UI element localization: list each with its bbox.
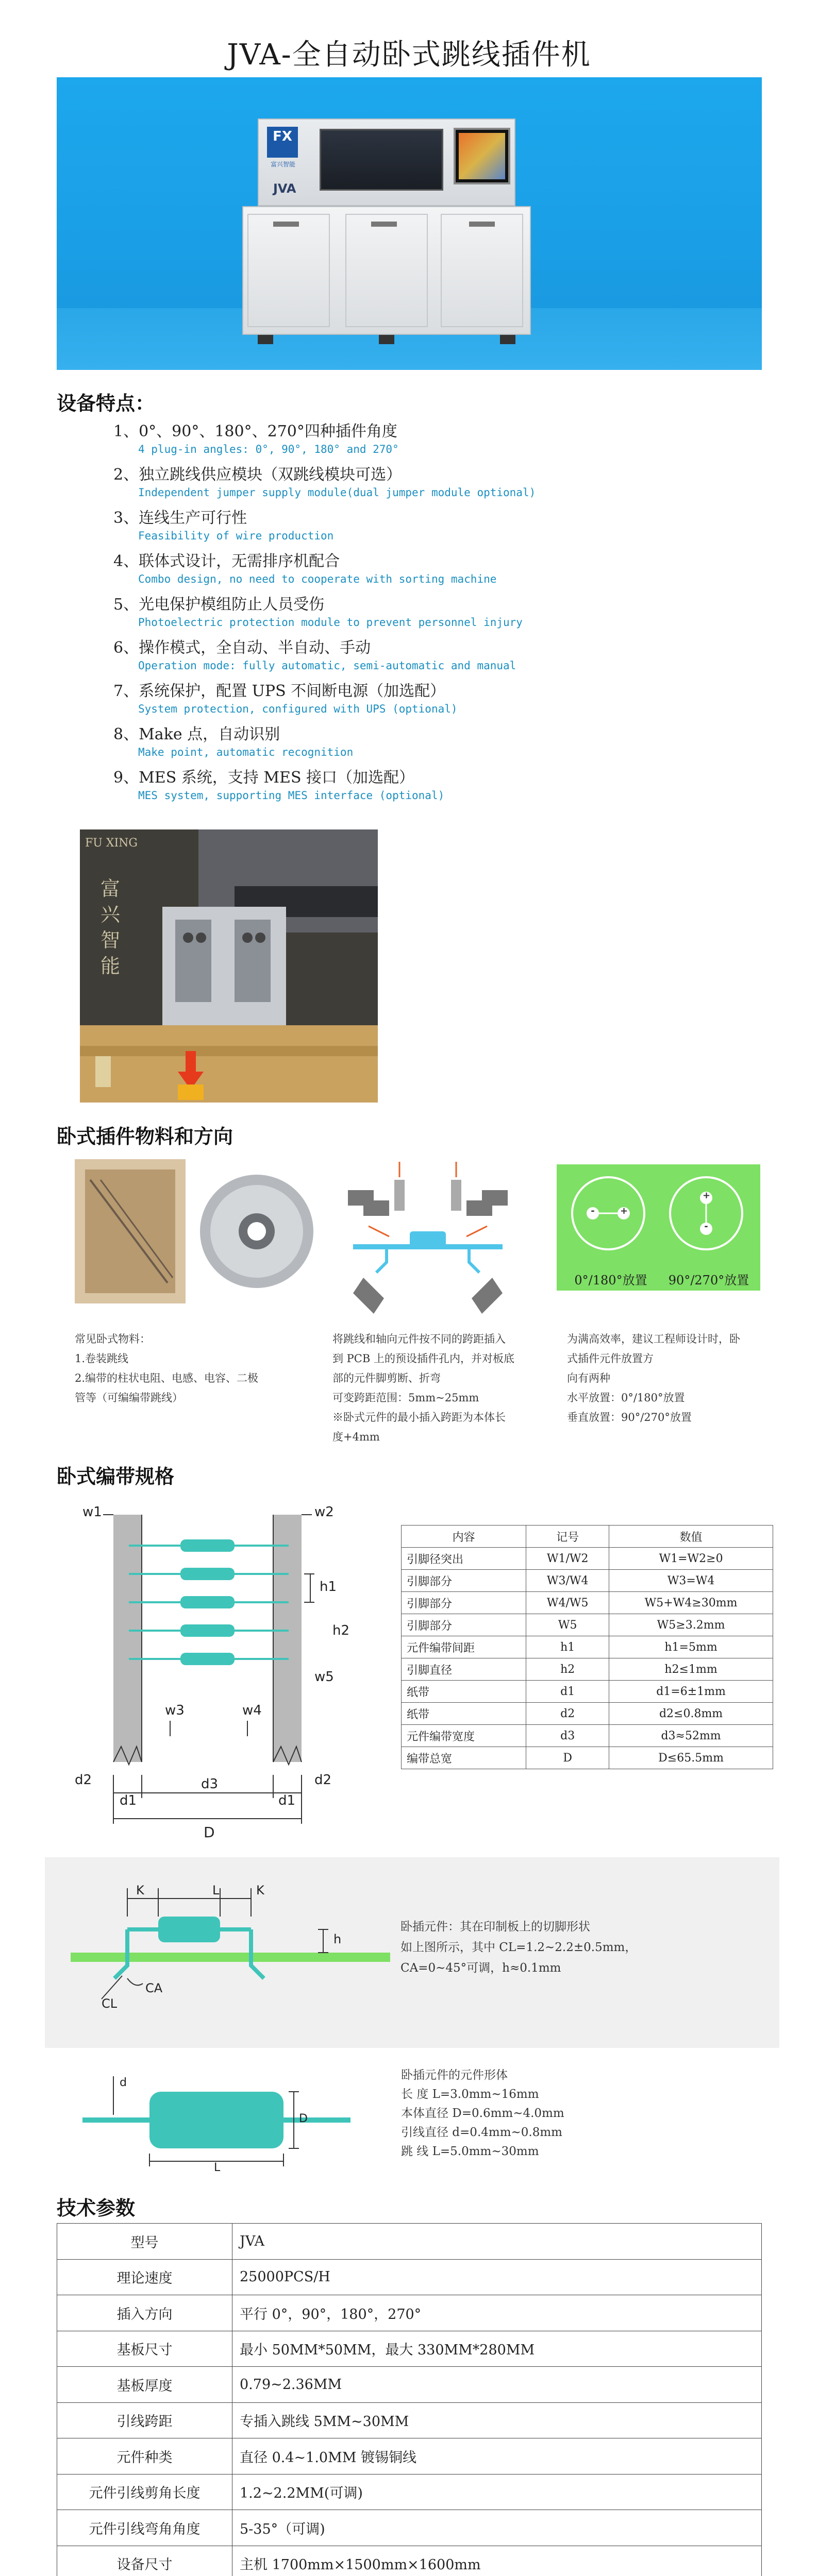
features-list <box>57 418 727 808</box>
feature-en: Operation mode: fully automatic, semi-automatic and manual <box>138 659 516 672</box>
params-key: 元件引线剪角长度 <box>57 2474 232 2510</box>
params-row <box>57 2402 762 2438</box>
spec-cell: h2 <box>526 1658 609 1681</box>
shape-label-d: d <box>120 2076 127 2089</box>
feature-en: Feasibility of wire production <box>138 530 334 542</box>
params-row <box>57 2438 762 2475</box>
params-row <box>57 2295 762 2331</box>
spec-cell: 编带总宽 <box>402 1747 526 1769</box>
mark-v-plus: + <box>703 1190 711 1201</box>
closeup-photo <box>80 829 378 1103</box>
spec-cell: D≤65.5mm <box>609 1747 773 1769</box>
feature-item <box>113 418 783 462</box>
spec-cell: W1=W2≥0 <box>609 1548 773 1570</box>
material-line: 管等（可编编带跳线） <box>75 1392 183 1404</box>
params-row <box>57 2474 762 2510</box>
material-line: 部的元件脚剪断、折弯 <box>332 1372 441 1384</box>
shape-diagram <box>72 2071 361 2174</box>
machine-image <box>242 118 531 345</box>
mark-h-minus: - <box>591 1206 595 1216</box>
spec-cell: W4/W5 <box>526 1592 609 1614</box>
spec-cell: d3 <box>526 1725 609 1747</box>
spec-cell: 引脚部分 <box>402 1592 526 1614</box>
tape-label-w2: w2 <box>314 1504 334 1520</box>
material-line: 2.编带的柱状电阻、电感、电容、二极 <box>75 1372 259 1384</box>
spec-cell: 引脚直径 <box>402 1658 526 1681</box>
spec-cell: h2≤1mm <box>609 1658 773 1681</box>
spec-cell: W5 <box>526 1614 609 1636</box>
params-key: 理论速度 <box>57 2259 232 2295</box>
tape-label-h1: h1 <box>320 1579 337 1595</box>
bend-label-k2: K <box>256 1883 264 1897</box>
material-text-3 <box>567 1329 773 1427</box>
spec-cell: d1 <box>526 1681 609 1703</box>
spec-row <box>402 1570 773 1592</box>
feature-en: Photoelectric protection module to prevent personnel injury <box>138 616 523 629</box>
feature-item <box>113 591 783 635</box>
params-value: JVA <box>232 2224 762 2260</box>
params-row <box>57 2367 762 2403</box>
spec-row <box>402 1747 773 1769</box>
feature-cn: 6、操作模式，全自动、半自动、手动 <box>113 639 371 657</box>
params-value: 主机 1700mm×1500mm×1600mm <box>232 2546 762 2576</box>
spec-row <box>402 1614 773 1636</box>
label-0-180: 0°/180°放置 <box>574 1273 647 1287</box>
feature-item <box>113 635 783 678</box>
shape-line: 本体直径 D=0.6mm~4.0mm <box>401 2107 564 2120</box>
shape-line: 引线直径 d=0.4mm~0.8mm <box>401 2126 562 2139</box>
feature-cn: 9、MES 系统，支持 MES 接口（加选配） <box>113 769 415 787</box>
spec-cell: W3=W4 <box>609 1570 773 1592</box>
spec-cell: 引脚径突出 <box>402 1548 526 1570</box>
feature-cn: 4、联体式设计，无需排序机配合 <box>113 552 340 570</box>
spec-cell: 纸带 <box>402 1703 526 1725</box>
material-line: 可变跨距范围：5mm~25mm <box>332 1392 479 1404</box>
brand-sub: 富兴智能 <box>270 161 295 168</box>
tape-label-d2-left: d2 <box>75 1772 92 1788</box>
closeup-brand-cn: 富兴智能 <box>101 877 121 977</box>
tape-label-w4: w4 <box>242 1703 262 1718</box>
feature-item <box>113 765 783 808</box>
material-line: 常见卧式物料： <box>75 1333 151 1345</box>
spec-table <box>401 1525 773 1769</box>
feature-cn: 2、独立跳线供应模块（双跳线模块可选） <box>113 466 402 484</box>
spec-row <box>402 1681 773 1703</box>
params-row <box>57 2510 762 2546</box>
shape-label-D: D <box>299 2112 308 2125</box>
shape-label-L: L <box>214 2161 221 2174</box>
tape-diagram <box>72 1494 371 1855</box>
material-text-2 <box>332 1329 554 1447</box>
closeup-brand-en: FU XING <box>85 837 138 850</box>
bend-line: 如上图所示，其中 CL=1.2~2.2±0.5mm， <box>400 1941 637 1954</box>
params-table <box>57 2223 762 2576</box>
spec-cell: 元件编带间距 <box>402 1636 526 1658</box>
feature-cn: 1、0°、90°、180°、270°四种插件角度 <box>113 422 397 440</box>
params-row <box>57 2224 762 2260</box>
params-value: 1.2~2.2MM(可调) <box>232 2474 762 2510</box>
params-row <box>57 2546 762 2576</box>
material-images <box>75 1159 765 1314</box>
feature-cn: 7、系统保护，配置 UPS 不间断电源（加选配） <box>113 682 446 700</box>
bend-line: 卧插元件：其在印制板上的切脚形状 <box>400 1920 590 1934</box>
spec-row <box>402 1548 773 1570</box>
params-value: 平行 0°，90°，180°，270° <box>232 2295 762 2331</box>
tape-title: 卧式编带规格 <box>57 1465 175 1488</box>
material-line: 度+4mm <box>332 1431 380 1443</box>
feature-en: Combo design, no need to cooperate with sorting machine <box>138 573 497 585</box>
material-line: 向有两种 <box>567 1372 610 1384</box>
material-line: 到 PCB 上的预设插件孔内，并对板底 <box>332 1352 514 1365</box>
params-key: 插入方向 <box>57 2295 232 2331</box>
spec-cell: W5+W4≥30mm <box>609 1592 773 1614</box>
params-key: 引线跨距 <box>57 2402 232 2438</box>
params-value: 0.79~2.36MM <box>232 2367 762 2403</box>
bend-text <box>400 1917 761 1978</box>
bend-panel <box>45 1857 779 2048</box>
bend-label-l: L <box>212 1883 220 1897</box>
bend-label-ca: CA <box>145 1981 163 1995</box>
material-line: 将跳线和轴向元件按不同的跨距插入 <box>332 1333 506 1345</box>
shape-text <box>401 2066 736 2161</box>
insertion-diagram <box>338 1159 518 1319</box>
feature-en: Make point, automatic recognition <box>138 746 354 758</box>
spec-row <box>402 1592 773 1614</box>
page-title: JVA-全自动卧式跳线插件机 <box>227 38 591 72</box>
orientation-box <box>557 1164 760 1291</box>
feature-item <box>113 505 783 548</box>
material-line: ※卧式元件的最小插入跨距为本体长 <box>332 1411 506 1423</box>
bend-label-h: h <box>333 1932 342 1946</box>
params-value: 直径 0.4~1.0MM 镀锡铜线 <box>232 2438 762 2475</box>
tape-label-d1-right: d1 <box>278 1793 296 1808</box>
spec-row <box>402 1703 773 1725</box>
params-row <box>57 2259 762 2295</box>
params-key: 设备尺寸 <box>57 2546 232 2576</box>
spec-header-cell: 数值 <box>609 1526 773 1548</box>
params-value: 25000PCS/H <box>232 2259 762 2295</box>
feature-cn: 8、Make 点，自动识别 <box>113 725 280 743</box>
spec-cell: D <box>526 1747 609 1769</box>
params-value: 最小 50MM*50MM，最大 330MM*280MM <box>232 2331 762 2367</box>
bend-label-cl: CL <box>102 1996 118 2011</box>
feature-item <box>113 462 783 505</box>
material-line: 式插件元件放置方 <box>567 1352 654 1365</box>
spec-cell: d2 <box>526 1703 609 1725</box>
feature-en: 4 plug-in angles: 0°, 90°, 180° and 270° <box>138 443 399 455</box>
tape-label-d2-right: d2 <box>314 1772 332 1788</box>
mark-h-plus: + <box>620 1206 628 1216</box>
params-value: 5-35°（可调) <box>232 2510 762 2546</box>
tape-label-d1-left: d1 <box>120 1793 137 1808</box>
tape-label-w3: w3 <box>165 1703 185 1718</box>
spec-row <box>402 1636 773 1658</box>
bend-line: CA=0~45°可调，h≈0.1mm <box>400 1961 561 1975</box>
spec-cell: d1=6±1mm <box>609 1681 773 1703</box>
feature-en: Independent jumper supply module(dual jumper module optional) <box>138 486 536 499</box>
feature-cn: 3、连线生产可行性 <box>113 509 247 527</box>
spec-cell: h1=5mm <box>609 1636 773 1658</box>
bend-label-k1: K <box>136 1883 144 1897</box>
feature-cn: 5、光电保护模组防止人员受伤 <box>113 596 325 614</box>
spec-cell: d3≈52mm <box>609 1725 773 1747</box>
spec-row <box>402 1658 773 1681</box>
shape-line: 卧插元件的元件形体 <box>401 2069 508 2082</box>
brand-logo: FX <box>273 129 292 144</box>
spec-cell: 元件编带宽度 <box>402 1725 526 1747</box>
material-line: 为满高效率，建议工程师设计时，卧 <box>567 1333 740 1345</box>
params-key: 型号 <box>57 2224 232 2260</box>
tape-label-d3: d3 <box>201 1776 219 1792</box>
hero-banner <box>57 77 762 370</box>
params-key: 元件引线弯角角度 <box>57 2510 232 2546</box>
spec-row <box>402 1725 773 1747</box>
params-key: 基板尺寸 <box>57 2331 232 2367</box>
spec-header-cell: 记号 <box>526 1526 609 1548</box>
spec-cell: W3/W4 <box>526 1570 609 1592</box>
material-title: 卧式插件物料和方向 <box>57 1125 233 1148</box>
params-value: 专插入跳线 5MM~30MM <box>232 2402 762 2438</box>
model-label: JVA <box>273 181 296 196</box>
spec-header-cell: 内容 <box>402 1526 526 1548</box>
spec-cell: 纸带 <box>402 1681 526 1703</box>
feature-en: MES system, supporting MES interface (optional) <box>138 789 445 802</box>
mark-v-minus: - <box>704 1221 708 1232</box>
feature-item <box>113 678 783 721</box>
params-key: 基板厚度 <box>57 2367 232 2403</box>
feature-item <box>113 721 783 765</box>
params-title: 技术参数 <box>57 2197 136 2219</box>
spec-cell: 引脚部分 <box>402 1614 526 1636</box>
wire-spool-image <box>196 1159 317 1303</box>
features-title: 设备特点： <box>57 392 155 415</box>
label-90-270: 90°/270°放置 <box>668 1273 749 1287</box>
material-line: 垂直放置：90°/270°放置 <box>567 1411 692 1423</box>
params-row <box>57 2331 762 2367</box>
material-line: 1.卷装跳线 <box>75 1352 129 1365</box>
spec-cell: d2≤0.8mm <box>609 1703 773 1725</box>
material-text-1 <box>75 1329 307 1408</box>
tape-label-w1: w1 <box>82 1504 102 1520</box>
params-key: 元件种类 <box>57 2438 232 2475</box>
feature-en: System protection, configured with UPS (optional) <box>138 703 458 715</box>
material-line: 水平放置：0°/180°放置 <box>567 1392 685 1404</box>
spec-cell: 引脚部分 <box>402 1570 526 1592</box>
tape-label-h2: h2 <box>332 1623 350 1638</box>
feature-item <box>113 548 783 591</box>
shape-line: 跳 线 L=5.0mm~30mm <box>401 2145 539 2158</box>
tape-label-D: D <box>204 1824 215 1841</box>
spec-cell: W1/W2 <box>526 1548 609 1570</box>
spec-cell: h1 <box>526 1636 609 1658</box>
spec-cell: W5≥3.2mm <box>609 1614 773 1636</box>
shape-line: 长 度 L=3.0mm~16mm <box>401 2088 539 2101</box>
tape-label-w5: w5 <box>314 1669 334 1685</box>
wire-box-image <box>75 1159 186 1303</box>
